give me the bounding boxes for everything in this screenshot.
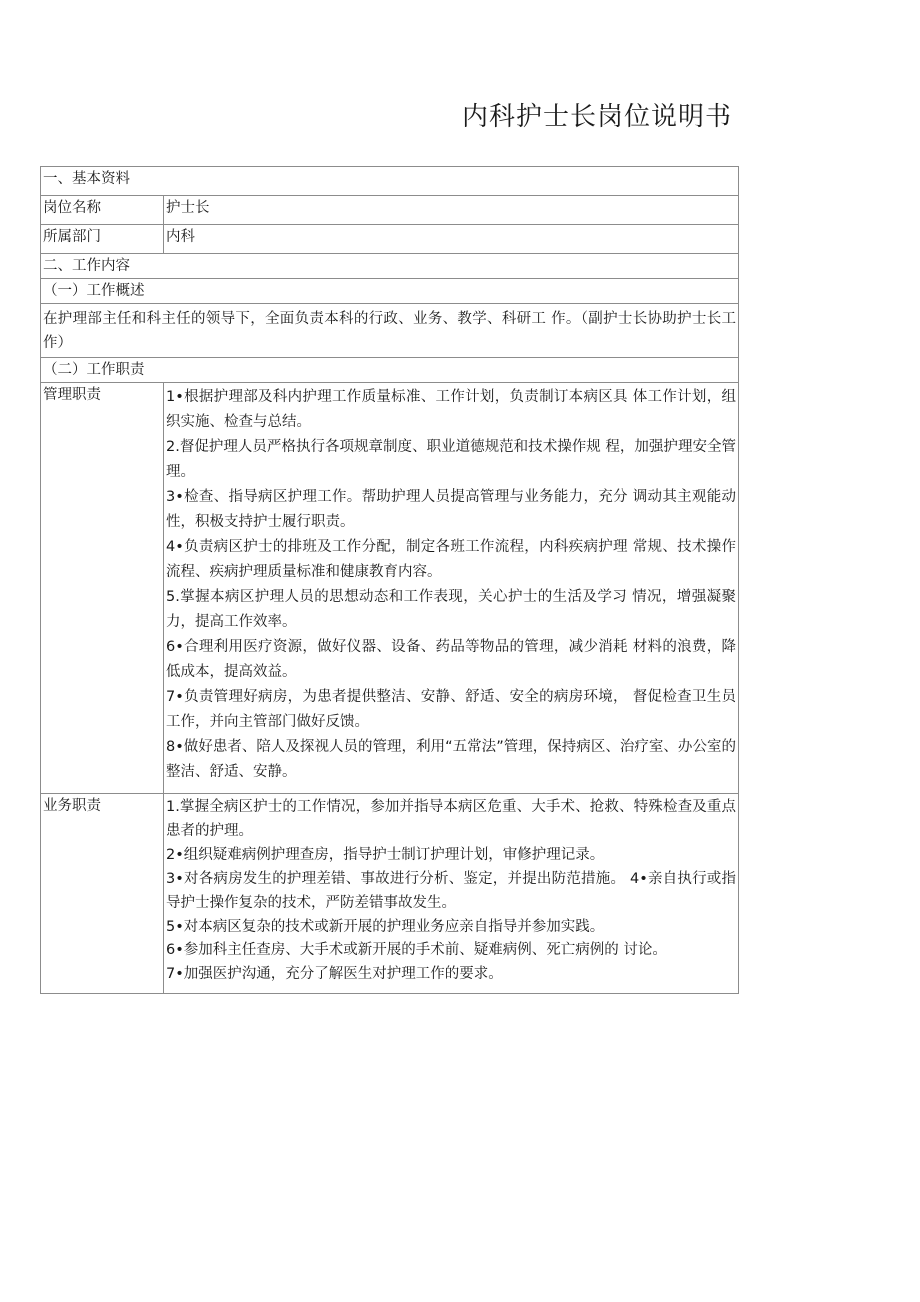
business-duties-row xyxy=(41,794,739,994)
overview-heading: （一）工作概述 xyxy=(41,279,739,304)
job-description-table xyxy=(40,166,739,994)
list-item: 2.督促护理人员严格执行各项规章制度、职业道德规范和技术操作规 程，加强护理安全管理。 xyxy=(166,439,736,480)
overview-heading-row xyxy=(41,279,739,304)
management-duties-cell xyxy=(164,383,739,794)
position-row xyxy=(41,196,739,225)
basic-info-section-row xyxy=(41,167,739,196)
list-item: 3•检查、指导病区护理工作。帮助护理人员提高管理与业务能力，充分 调动其主观能动性，积极支持护士履行职责。 xyxy=(166,489,736,530)
management-duties-label: 管理职责 xyxy=(41,383,164,794)
list-item: 2•组织疑难病例护理查房，指导护士制订护理计划，审修护理记录。 xyxy=(166,846,605,863)
business-duties-label: 业务职责 xyxy=(41,794,164,994)
position-label: 岗位名称 xyxy=(41,196,164,225)
work-content-heading: 二、工作内容 xyxy=(41,254,739,279)
management-duties-list xyxy=(166,383,736,793)
list-item: 1•根据护理部及科内护理工作质量标准、工作计划，负责制订本病区具 体工作计划，组织实施、检查与总结。 xyxy=(166,389,736,430)
document-title: 内科护士长岗位说明书 xyxy=(462,102,733,132)
list-item: 5•对本病区复杂的技术或新开展的护理业务应亲自指导并参加实践。 xyxy=(166,918,605,935)
overview-row xyxy=(41,304,739,358)
department-row xyxy=(41,225,739,254)
list-item: 7•负责管理好病房，为患者提供整洁、安静、舒适、安全的病房环境， 督促检查卫生员工作，并向主管部门做好反馈。 xyxy=(166,689,736,730)
overview-text: 在护理部主任和科主任的领导下，全面负责本科的行政、业务、教学、科研工 作。（副护士长协助护士长工作） xyxy=(41,304,739,358)
list-item: 8•做好患者、陪人及探视人员的管理，利用“五常法”管理，保持病区、治疗室、办公室的整洁、舒适、安静。 xyxy=(166,739,736,780)
basic-info-heading: 一、基本资料 xyxy=(41,167,739,196)
management-duties-row xyxy=(41,383,739,794)
list-item: 5.掌握本病区护理人员的思想动态和工作表现，关心护士的生活及学习 情况，增强凝聚力，提高工作效率。 xyxy=(166,589,736,630)
department-value: 内科 xyxy=(164,225,739,254)
department-label: 所属部门 xyxy=(41,225,164,254)
duties-heading: （二）工作职责 xyxy=(41,358,739,383)
list-item: 7•加强医护沟通，充分了解医生对护理工作的要求。 xyxy=(166,966,503,983)
list-item: 6•合理利用医疗资源，做好仪器、设备、药品等物品的管理，减少消耗 材料的浪费，降低成本，提高效益。 xyxy=(166,639,736,680)
business-duties-list xyxy=(166,794,736,993)
duties-heading-row xyxy=(41,358,739,383)
list-item: 4•负责病区护士的排班及工作分配，制定各班工作流程，内科疾病护理 常规、技术操作流程、疾病护理质量标准和健康教育内容。 xyxy=(166,539,736,580)
list-item: 1.掌握全病区护士的工作情况，参加并指导本病区危重、大手术、抢救、特殊检查及重点患者的护理。 xyxy=(166,799,736,839)
work-content-section-row xyxy=(41,254,739,279)
list-item: 3•对各病房发生的护理差错、事故进行分析、鉴定，并提出防范措施。 4•亲自执行或指导护士操作复杂的技术，严防差错事故发生。 xyxy=(166,870,736,911)
position-value: 护士长 xyxy=(164,196,739,225)
business-duties-cell xyxy=(164,794,739,994)
list-item: 6•参加科主任查房、大手术或新开展的手术前、疑难病例、死亡病例的 讨论。 xyxy=(166,942,667,959)
